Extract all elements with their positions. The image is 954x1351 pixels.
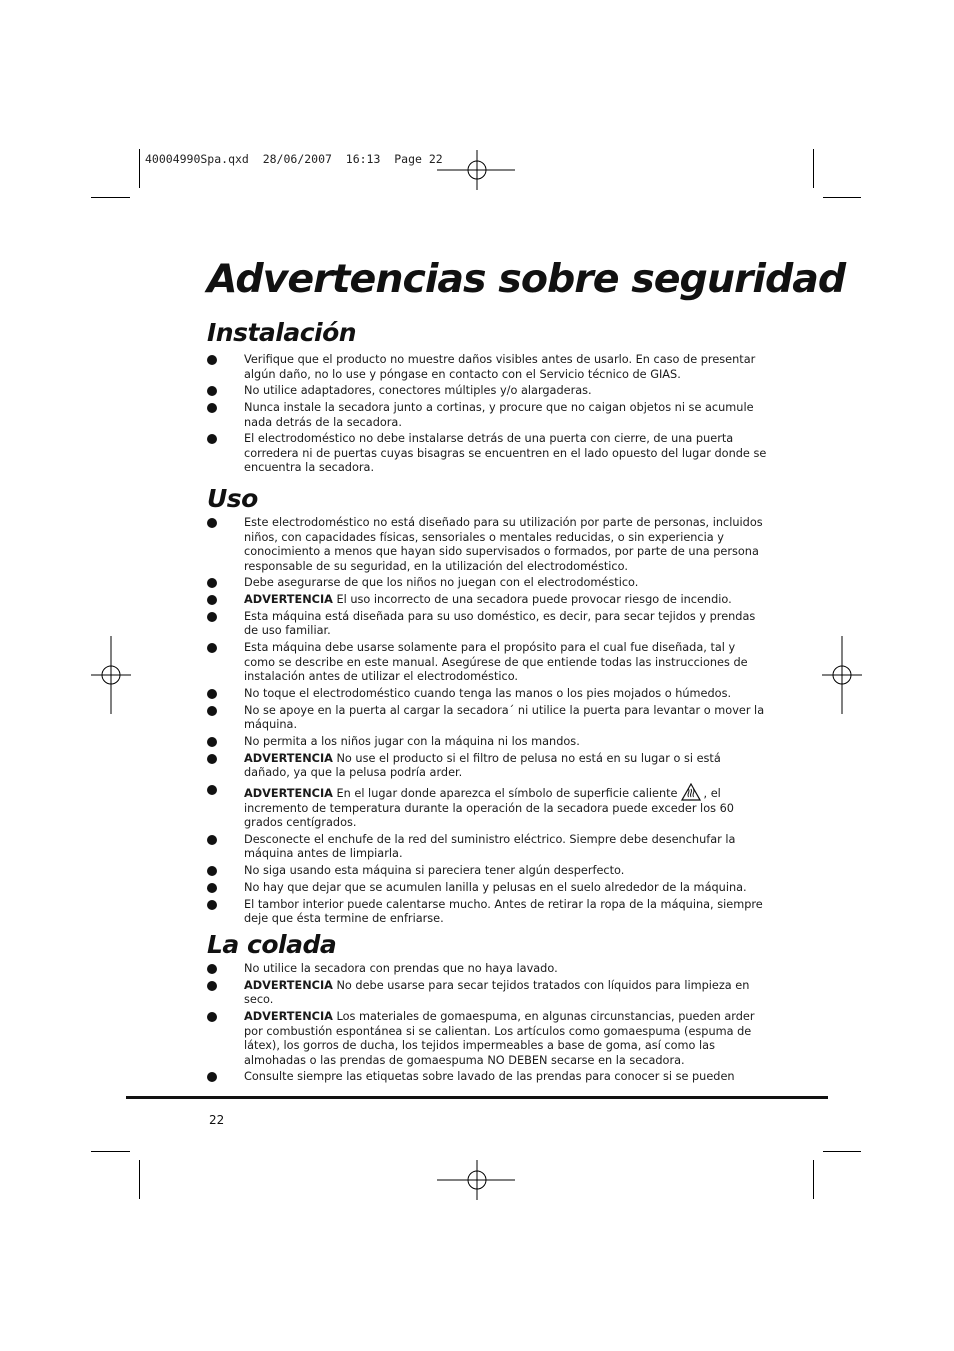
list-item: El electrodoméstico no debe instalarse detrás de una puerta con cierre, de una puerta corredera ni de puertas cuyas bisagras se encuentren en el lado opuesto del lugar donde se encuentra la secadora. [207,432,767,476]
registration-mark-icon [91,636,131,714]
list-item: No se apoye en la puerta al cargar la secadora´ ni utilice la puerta para levantar o mover la máquina. [207,704,767,733]
uso-list [207,516,767,929]
list-item: No hay que dejar que se acumulen lanilla y pelusas en el suelo alrededor de la máquina. [207,881,767,896]
bullet-icon [207,518,217,528]
section-heading-instalacion: Instalación [207,318,357,347]
list-item: Esta máquina debe usarse solamente para el propósito para el cual fue diseñada, tal y como se describe en este manual. Asegúrese de que entiende todas las instrucciones de instalación antes de utilizar el electrodoméstico. [207,641,767,685]
list-item: ADVERTENCIA No use el producto si el filtro de pelusa no está en su lugar o si está dañado, ya que la pelusa podría arder. [207,752,767,781]
crop-mark [91,197,130,198]
list-item: ADVERTENCIA Los materiales de gomaespuma, en algunas circunstancias, pueden arder por combustión espontánea si se calientan. Los artículos como gomaespuma (espuma de látex), los gorros de ducha, los tejidos impermeables a base de goma, así como las almohadas o las prendas de gomaespuma NO DEBEN secarse en la secadora. [207,1010,767,1068]
bullet-icon [207,737,217,747]
hot-surface-warning-icon [681,783,701,801]
bullet-icon [207,964,217,974]
bullet-icon [207,883,217,893]
section-heading-uso: Uso [207,484,258,513]
bullet-icon [207,578,217,588]
list-item: Este electrodoméstico no está diseñado para su utilización por parte de personas, incluidos niños, con capacidades físicas, sensoriales o mentales reducidas, o sin experiencia y conocimiento a menos que hayan sido supervisados o formados, por parte de una persona responsable de su seguridad, en la utilización del electrodoméstico. [207,516,767,574]
registration-mark-icon [437,1160,515,1200]
bullet-icon [207,1072,217,1082]
page-number: 22 [209,1113,225,1127]
list-item: Consulte siempre las etiquetas sobre lavado de las prendas para conocer si se pueden [207,1070,767,1085]
bullet-icon [207,900,217,910]
bullet-icon [207,689,217,699]
bullet-icon [207,643,217,653]
page-title: Advertencias sobre seguridad [207,256,846,302]
list-item: No utilice la secadora con prendas que no haya lavado. [207,962,767,977]
bullet-icon [207,386,217,396]
list-item: ADVERTENCIA No debe usarse para secar tejidos tratados con líquidos para limpieza en seco. [207,979,767,1008]
bullet-icon [207,706,217,716]
crop-mark [813,149,814,188]
list-item: ADVERTENCIA El uso incorrecto de una secadora puede provocar riesgo de incendio. [207,593,767,608]
list-item: Verifique que el producto no muestre daños visibles antes de usarlo. En caso de presentar algún daño, no lo use y póngase en contacto con el Servicio técnico de GIAS. [207,353,767,382]
bullet-icon [207,1012,217,1022]
crop-mark [139,1160,140,1199]
bullet-icon [207,612,217,622]
crop-mark [823,1151,861,1152]
bullet-icon [207,981,217,991]
crop-mark [813,1160,814,1199]
bullet-icon [207,434,217,444]
section-heading-la-colada: La colada [207,930,337,959]
list-item: Nunca instale la secadora junto a cortinas, y procure que no caigan objetos ni se acumule nada detrás de la secadora. [207,401,767,430]
list-item: El tambor interior puede calentarse mucho. Antes de retirar la ropa de la máquina, siempre deje que ésta termine de enfriarse. [207,898,767,927]
crop-mark [139,149,140,188]
footer-rule [126,1096,828,1099]
instalacion-list [207,353,767,478]
list-item: Desconecte el enchufe de la red del suministro eléctrico. Siempre debe desenchufar la máquina antes de limpiarla. [207,833,767,862]
bullet-icon [207,595,217,605]
bullet-icon [207,754,217,764]
list-item: ADVERTENCIA En el lugar donde aparezca el símbolo de superficie caliente , el incremento de temperatura durante la operación de la secadora puede exceder los 60 grados centígrados. [207,783,767,831]
list-item: No utilice adaptadores, conectores múltiples y/o alargaderas. [207,384,767,399]
list-item: Debe asegurarse de que los niños no juegan con el electrodoméstico. [207,576,767,591]
bullet-icon [207,866,217,876]
la-colada-list [207,962,767,1087]
crop-mark [91,1151,130,1152]
bullet-icon [207,835,217,845]
list-item: No toque el electrodoméstico cuando tenga las manos o los pies mojados o húmedos. [207,687,767,702]
bullet-icon [207,403,217,413]
registration-mark-icon [822,636,862,714]
list-item: Esta máquina está diseñada para su uso doméstico, es decir, para secar tejidos y prendas de uso familiar. [207,610,767,639]
registration-mark-icon [437,150,515,190]
crop-mark [823,197,861,198]
bullet-icon [207,785,217,795]
bullet-icon [207,355,217,365]
printer-slug: 40004990Spa.qxd 28/06/2007 16:13 Page 22 [145,152,443,166]
list-item: No siga usando esta máquina si pareciera tener algún desperfecto. [207,864,767,879]
list-item: No permita a los niños jugar con la máquina ni los mandos. [207,735,767,750]
